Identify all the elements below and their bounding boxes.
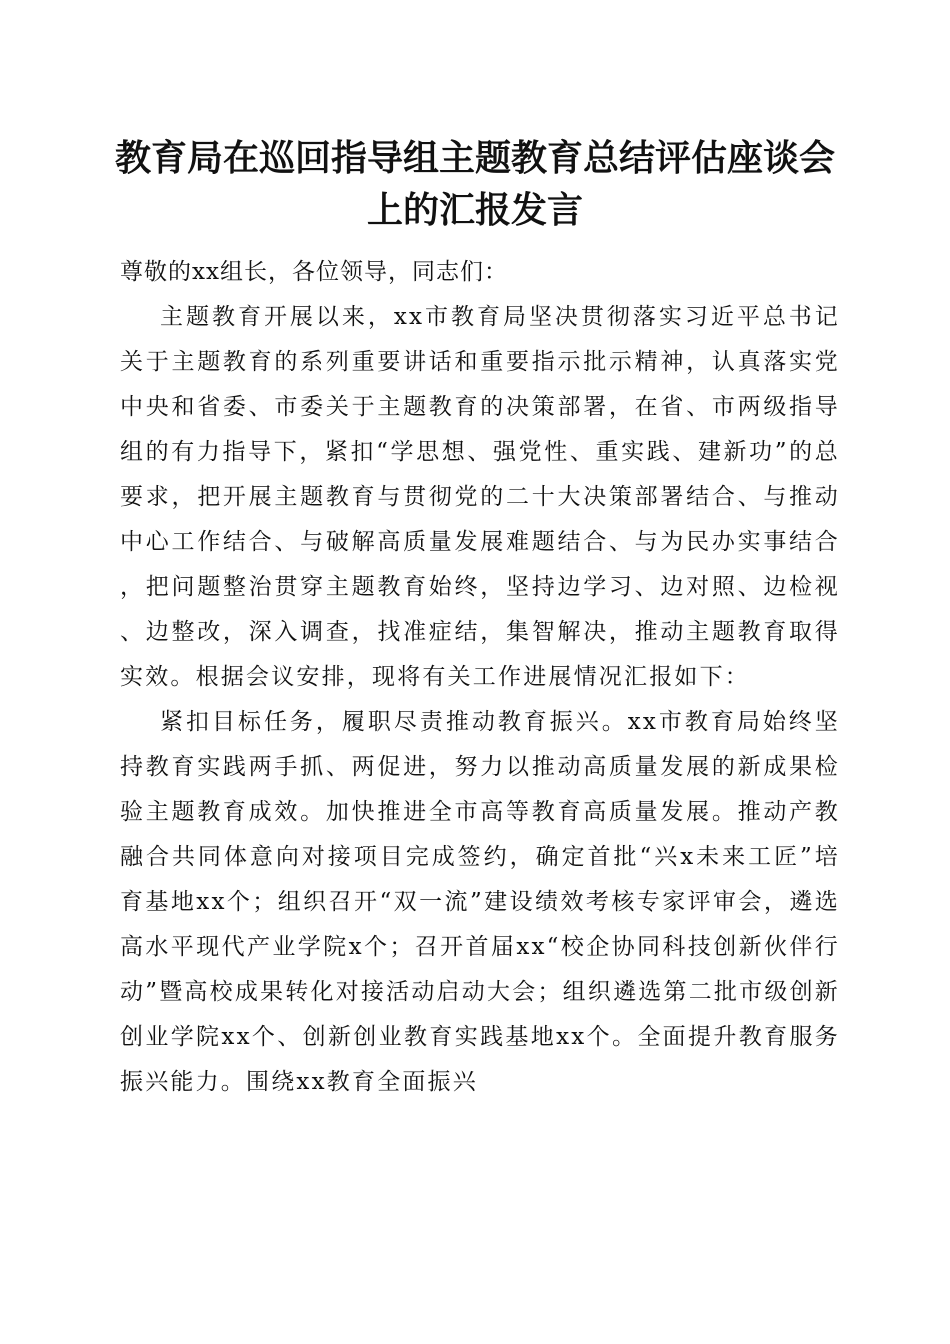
salutation: 尊敬的xx组长，各位领导，同志们：: [120, 259, 508, 285]
title-line-1: 教育局在巡回指导组主题教育总结评估座谈会: [114, 137, 835, 179]
paragraph-intro: 主题教育开展以来，xx市教育局坚决贯彻落实习近平总书记关于主题教育的系列重要讲话和重要指示批示精神，认真落实党中央和省委、市委关于主题教育的决策部署，在省、市两级指导组的有力指导下，紧扣“学思想、强党性、重实践、建新功”的总要求，把开展主题教育与贯彻党的二十大决策部署结合、与推动中心工作结合、与破解高质量发展难题结合、与为民办实事结合，把问题整治贯穿主题教育始终，坚持边学习、边对照、边检视、边整改，深入调查，找准症结，集智解决，推动主题教育取得实效。根据会议安排，现将有关工作进展情况汇报如下：: [120, 304, 840, 690]
paragraph-goals: 紧扣目标任务，履职尽责推动教育振兴。xx市教育局始终坚持教育实践两手抓、两促进，努力以推动高质量发展的新成果检验主题教育成效。加快推进全市高等教育高质量发展。推动产教融合共同体意向对接项目完成签约，确定首批“兴x未来工匠”培育基地xx个；组织召开“双一流”建设绩效考核专家评审会，遴选高水平现代产业学院x个；召开首届xx“校企协同科技创新伙伴行动”暨高校成果转化对接活动启动大会；组织遴选第二批市级创新创业学院xx个、创新创业教育实践基地xx个。全面提升教育服务振兴能力。围绕xx教育全面振兴: [120, 709, 840, 1095]
document-body: [120, 250, 840, 1105]
document-title: [80, 132, 870, 236]
title-line-2: 上的汇报发言: [366, 189, 583, 231]
